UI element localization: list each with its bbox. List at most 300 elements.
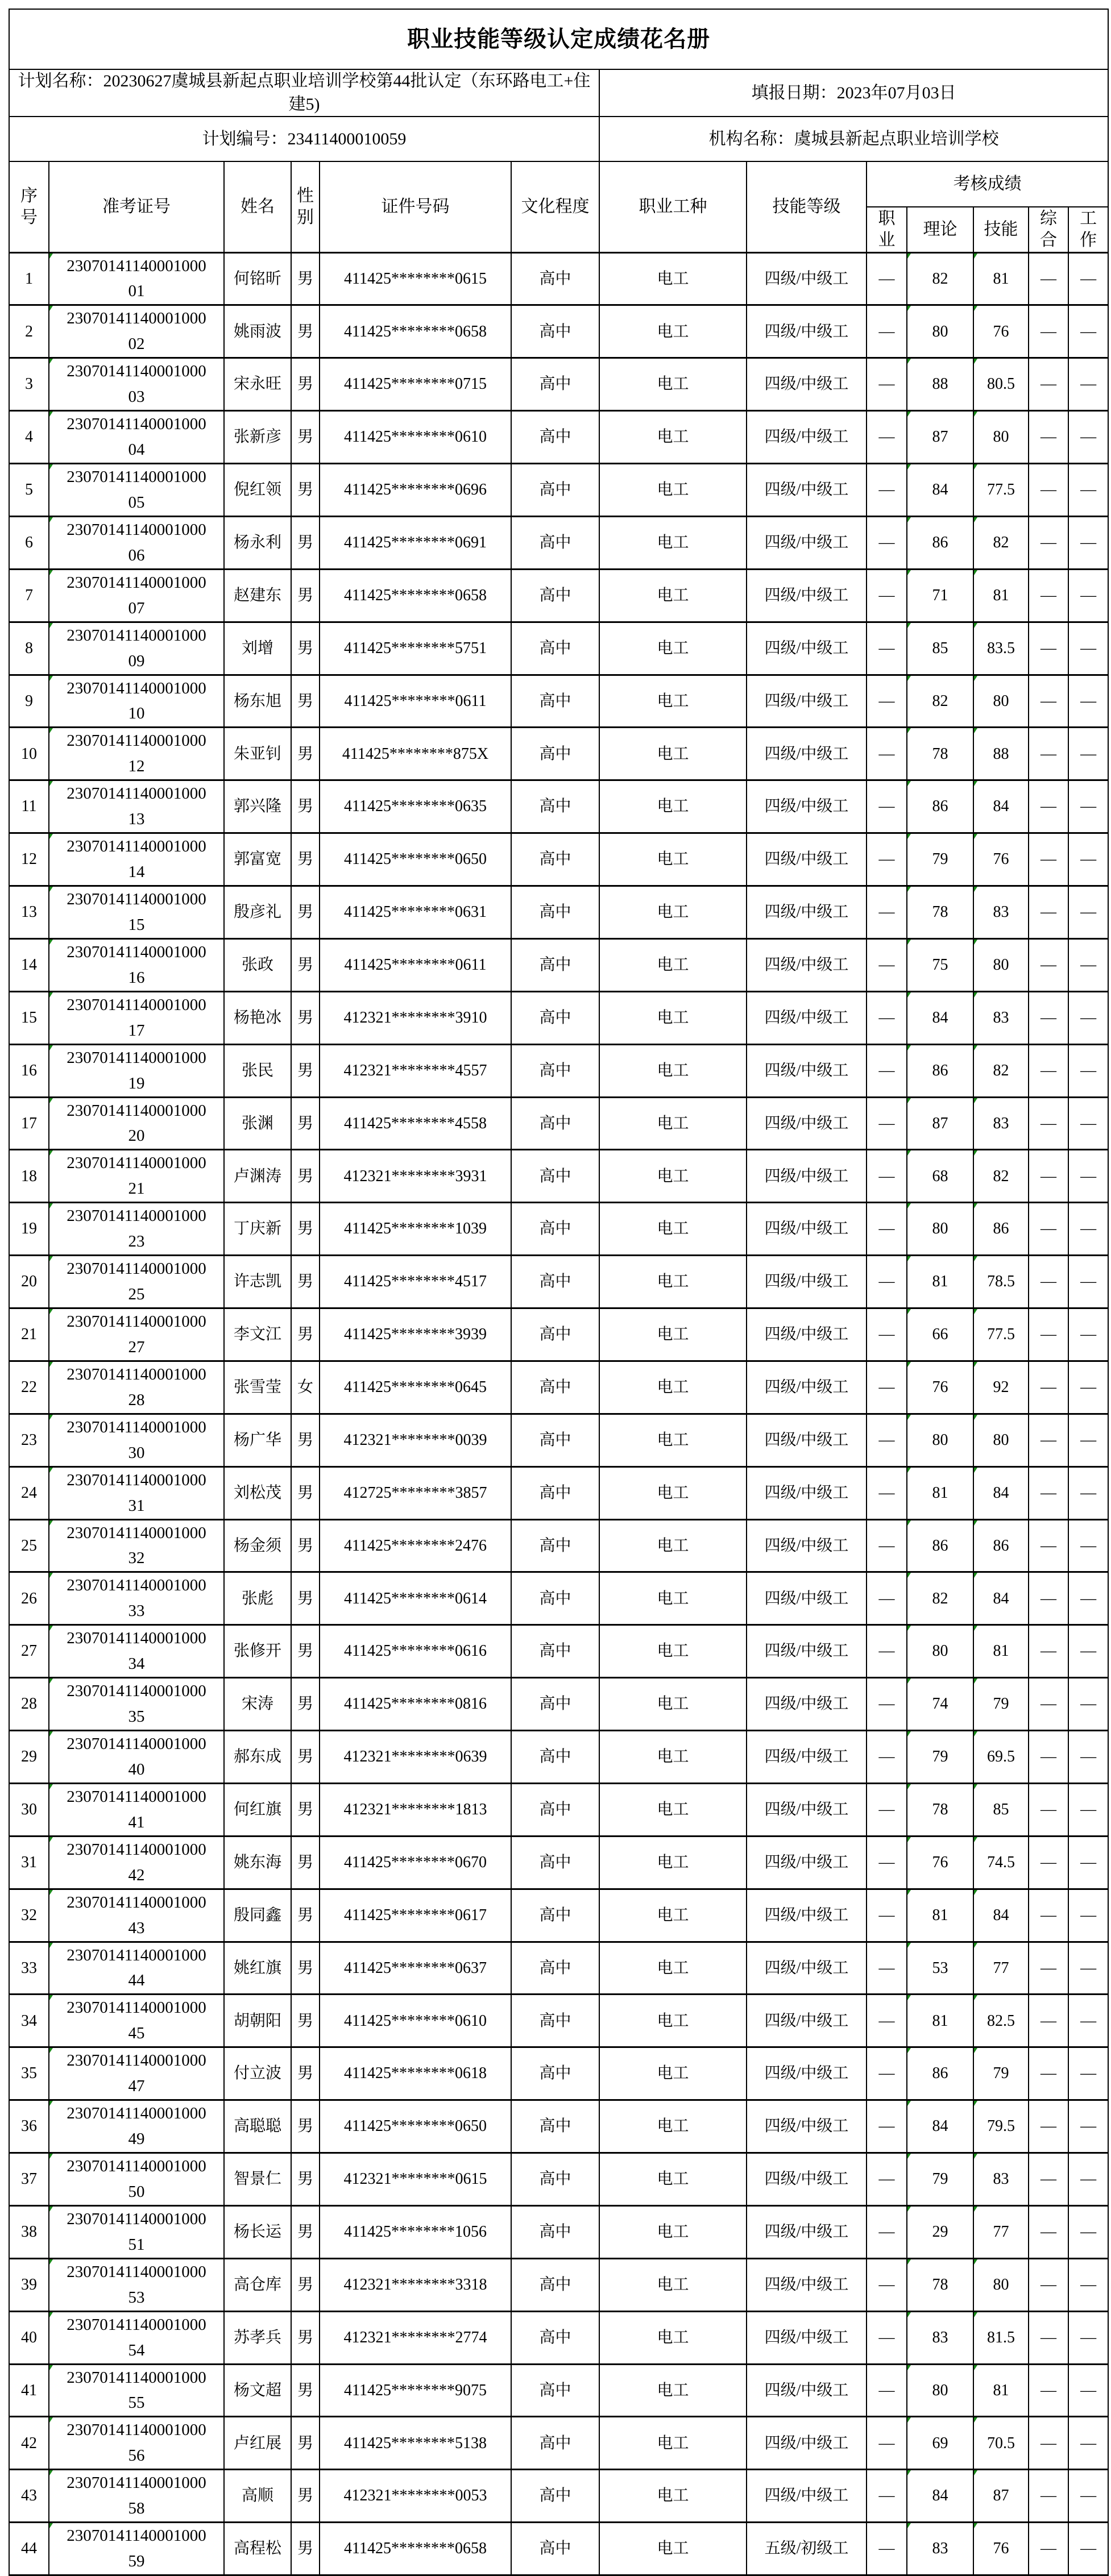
table-row bbox=[9, 622, 1108, 675]
row-score-comprehensive: — bbox=[1029, 1256, 1068, 1308]
row-score-theory: 87 bbox=[907, 1097, 973, 1150]
row-occupation: 电工 bbox=[599, 1044, 747, 1097]
row-occupation: 电工 bbox=[599, 1836, 747, 1889]
row-score-theory: 80 bbox=[907, 1625, 973, 1678]
row-occupation: 电工 bbox=[599, 675, 747, 728]
row-score-work: — bbox=[1068, 252, 1108, 305]
row-score-theory: 83 bbox=[907, 2311, 973, 2364]
row-education: 高中 bbox=[511, 2205, 599, 2258]
row-occupation: 电工 bbox=[599, 2311, 747, 2364]
header-gender: 性别 bbox=[291, 161, 320, 252]
row-education: 高中 bbox=[511, 252, 599, 305]
row-name: 赵建东 bbox=[224, 569, 291, 622]
row-name: 殷彦礼 bbox=[224, 886, 291, 939]
row-occupation: 电工 bbox=[599, 1150, 747, 1203]
row-occupation: 电工 bbox=[599, 1414, 747, 1466]
row-seq: 21 bbox=[9, 1308, 49, 1361]
table-row bbox=[9, 2417, 1108, 2470]
row-education: 高中 bbox=[511, 1731, 599, 1784]
row-score-skill: 83 bbox=[973, 1097, 1029, 1150]
row-score-skill: 77 bbox=[973, 1942, 1029, 1995]
row-score-skill: 70.5 bbox=[973, 2417, 1029, 2470]
row-name: 姚东海 bbox=[224, 1836, 291, 1889]
row-score-work: — bbox=[1068, 1203, 1108, 1256]
row-seq: 1 bbox=[9, 252, 49, 305]
row-education: 高中 bbox=[511, 411, 599, 464]
row-id-number: 411425********875X bbox=[320, 728, 511, 780]
table-row bbox=[9, 1519, 1108, 1572]
row-score-skill: 80.5 bbox=[973, 358, 1029, 411]
row-education: 高中 bbox=[511, 886, 599, 939]
row-exam-id: 2307014114000100006 bbox=[49, 516, 224, 569]
row-score-work: — bbox=[1068, 1256, 1108, 1308]
row-skill-level: 四级/中级工 bbox=[747, 1995, 867, 2047]
row-score-professional: — bbox=[867, 1361, 907, 1414]
row-exam-id: 2307014114000100019 bbox=[49, 1044, 224, 1097]
row-seq: 41 bbox=[9, 2364, 49, 2417]
row-exam-id: 2307014114000100053 bbox=[49, 2258, 224, 2311]
row-seq: 19 bbox=[9, 1203, 49, 1256]
row-gender: 男 bbox=[291, 1889, 320, 1942]
row-score-skill: 84 bbox=[973, 1572, 1029, 1625]
row-score-professional: — bbox=[867, 1414, 907, 1466]
table-row bbox=[9, 252, 1108, 305]
row-occupation: 电工 bbox=[599, 2258, 747, 2311]
table-row bbox=[9, 2100, 1108, 2153]
table-row bbox=[9, 1678, 1108, 1731]
row-exam-id: 2307014114000100040 bbox=[49, 1731, 224, 1784]
plan-number: 计划编号：23411400010059 bbox=[9, 117, 599, 161]
row-exam-id: 2307014114000100025 bbox=[49, 1256, 224, 1308]
row-seq: 37 bbox=[9, 2153, 49, 2206]
table-row bbox=[9, 1731, 1108, 1784]
row-skill-level: 四级/中级工 bbox=[747, 516, 867, 569]
row-score-professional: — bbox=[867, 305, 907, 358]
row-score-theory: 69 bbox=[907, 2417, 973, 2470]
row-seq: 27 bbox=[9, 1625, 49, 1678]
row-seq: 20 bbox=[9, 1256, 49, 1308]
row-score-comprehensive: — bbox=[1029, 305, 1068, 358]
row-gender: 男 bbox=[291, 1942, 320, 1995]
row-gender: 男 bbox=[291, 1572, 320, 1625]
row-score-comprehensive: — bbox=[1029, 1519, 1068, 1572]
row-exam-id: 2307014114000100002 bbox=[49, 305, 224, 358]
row-education: 高中 bbox=[511, 2258, 599, 2311]
row-id-number: 412321********0039 bbox=[320, 1414, 511, 1466]
row-education: 高中 bbox=[511, 1414, 599, 1466]
row-score-theory: 71 bbox=[907, 569, 973, 622]
row-exam-id: 2307014114000100013 bbox=[49, 780, 224, 833]
row-score-comprehensive: — bbox=[1029, 938, 1068, 991]
row-occupation: 电工 bbox=[599, 2205, 747, 2258]
row-occupation: 电工 bbox=[599, 411, 747, 464]
row-id-number: 411425********0670 bbox=[320, 1836, 511, 1889]
row-name: 杨长运 bbox=[224, 2205, 291, 2258]
row-score-comprehensive: — bbox=[1029, 2364, 1068, 2417]
row-exam-id: 2307014114000100043 bbox=[49, 1889, 224, 1942]
row-score-theory: 80 bbox=[907, 1414, 973, 1466]
row-score-theory: 81 bbox=[907, 1995, 973, 2047]
row-score-skill: 82 bbox=[973, 1044, 1029, 1097]
row-score-comprehensive: — bbox=[1029, 2047, 1068, 2100]
header-score-skill: 技能 bbox=[973, 207, 1029, 252]
row-score-skill: 77.5 bbox=[973, 1308, 1029, 1361]
row-exam-id: 2307014114000100054 bbox=[49, 2311, 224, 2364]
row-occupation: 电工 bbox=[599, 1466, 747, 1519]
row-score-theory: 79 bbox=[907, 833, 973, 886]
row-gender: 男 bbox=[291, 1414, 320, 1466]
row-score-skill: 83 bbox=[973, 2153, 1029, 2206]
row-education: 高中 bbox=[511, 1995, 599, 2047]
row-score-work: — bbox=[1068, 2311, 1108, 2364]
row-score-comprehensive: — bbox=[1029, 2523, 1068, 2575]
row-id-number: 411425********0816 bbox=[320, 1678, 511, 1731]
row-gender: 男 bbox=[291, 1625, 320, 1678]
row-seq: 8 bbox=[9, 622, 49, 675]
row-score-skill: 77 bbox=[973, 2205, 1029, 2258]
row-score-skill: 83 bbox=[973, 886, 1029, 939]
row-exam-id: 2307014114000100027 bbox=[49, 1308, 224, 1361]
row-name: 刘增 bbox=[224, 622, 291, 675]
row-score-comprehensive: — bbox=[1029, 622, 1068, 675]
row-seq: 13 bbox=[9, 886, 49, 939]
row-score-skill: 76 bbox=[973, 833, 1029, 886]
row-score-skill: 80 bbox=[973, 411, 1029, 464]
row-id-number: 412321********0053 bbox=[320, 2470, 511, 2523]
row-skill-level: 四级/中级工 bbox=[747, 1783, 867, 1836]
row-skill-level: 四级/中级工 bbox=[747, 411, 867, 464]
row-score-work: — bbox=[1068, 938, 1108, 991]
table-row bbox=[9, 1889, 1108, 1942]
row-score-work: — bbox=[1068, 886, 1108, 939]
row-score-comprehensive: — bbox=[1029, 728, 1068, 780]
row-score-theory: 84 bbox=[907, 991, 973, 1044]
row-education: 高中 bbox=[511, 2364, 599, 2417]
row-score-professional: — bbox=[867, 1466, 907, 1519]
row-exam-id: 2307014114000100056 bbox=[49, 2417, 224, 2470]
row-score-professional: — bbox=[867, 358, 907, 411]
row-seq: 11 bbox=[9, 780, 49, 833]
row-name: 张修开 bbox=[224, 1625, 291, 1678]
row-skill-level: 四级/中级工 bbox=[747, 2417, 867, 2470]
row-score-comprehensive: — bbox=[1029, 1942, 1068, 1995]
row-score-professional: — bbox=[867, 2364, 907, 2417]
row-seq: 5 bbox=[9, 464, 49, 517]
row-score-theory: 68 bbox=[907, 1150, 973, 1203]
row-score-comprehensive: — bbox=[1029, 1361, 1068, 1414]
row-occupation: 电工 bbox=[599, 516, 747, 569]
table-row bbox=[9, 1836, 1108, 1889]
row-occupation: 电工 bbox=[599, 1731, 747, 1784]
row-seq: 29 bbox=[9, 1731, 49, 1784]
row-id-number: 411425********0658 bbox=[320, 305, 511, 358]
row-skill-level: 四级/中级工 bbox=[747, 1150, 867, 1203]
table-row bbox=[9, 1044, 1108, 1097]
row-score-professional: — bbox=[867, 2258, 907, 2311]
row-score-theory: 76 bbox=[907, 1361, 973, 1414]
row-gender: 男 bbox=[291, 569, 320, 622]
row-seq: 44 bbox=[9, 2523, 49, 2575]
row-skill-level: 四级/中级工 bbox=[747, 305, 867, 358]
row-seq: 24 bbox=[9, 1466, 49, 1519]
row-id-number: 411425********4517 bbox=[320, 1256, 511, 1308]
row-score-comprehensive: — bbox=[1029, 1678, 1068, 1731]
row-name: 郝东成 bbox=[224, 1731, 291, 1784]
row-gender: 男 bbox=[291, 305, 320, 358]
row-exam-id: 2307014114000100059 bbox=[49, 2523, 224, 2575]
row-skill-level: 四级/中级工 bbox=[747, 2311, 867, 2364]
row-education: 高中 bbox=[511, 1519, 599, 1572]
row-score-comprehensive: — bbox=[1029, 1414, 1068, 1466]
table-row bbox=[9, 2153, 1108, 2206]
header-occupation: 职业工种 bbox=[599, 161, 747, 252]
row-score-skill: 82 bbox=[973, 1150, 1029, 1203]
row-exam-id: 2307014114000100021 bbox=[49, 1150, 224, 1203]
row-seq: 15 bbox=[9, 991, 49, 1044]
row-seq: 4 bbox=[9, 411, 49, 464]
row-score-professional: — bbox=[867, 569, 907, 622]
row-skill-level: 四级/中级工 bbox=[747, 2258, 867, 2311]
row-score-work: — bbox=[1068, 1836, 1108, 1889]
row-score-professional: — bbox=[867, 516, 907, 569]
row-gender: 男 bbox=[291, 1678, 320, 1731]
row-score-work: — bbox=[1068, 728, 1108, 780]
table-row bbox=[9, 1995, 1108, 2047]
row-name: 苏孝兵 bbox=[224, 2311, 291, 2364]
row-score-work: — bbox=[1068, 1097, 1108, 1150]
header-seq: 序号 bbox=[9, 161, 49, 252]
row-score-professional: — bbox=[867, 938, 907, 991]
row-occupation: 电工 bbox=[599, 2153, 747, 2206]
row-skill-level: 四级/中级工 bbox=[747, 1836, 867, 1889]
row-education: 高中 bbox=[511, 516, 599, 569]
row-score-work: — bbox=[1068, 1414, 1108, 1466]
row-score-work: — bbox=[1068, 2205, 1108, 2258]
row-seq: 32 bbox=[9, 1889, 49, 1942]
row-exam-id: 2307014114000100050 bbox=[49, 2153, 224, 2206]
row-score-professional: — bbox=[867, 780, 907, 833]
row-name: 郭富宽 bbox=[224, 833, 291, 886]
row-name: 高程松 bbox=[224, 2523, 291, 2575]
row-id-number: 412321********3318 bbox=[320, 2258, 511, 2311]
row-score-theory: 84 bbox=[907, 2100, 973, 2153]
row-name: 杨永利 bbox=[224, 516, 291, 569]
row-gender: 男 bbox=[291, 728, 320, 780]
row-exam-id: 2307014114000100012 bbox=[49, 728, 224, 780]
row-score-comprehensive: — bbox=[1029, 2417, 1068, 2470]
row-skill-level: 四级/中级工 bbox=[747, 1097, 867, 1150]
row-occupation: 电工 bbox=[599, 1995, 747, 2047]
row-score-work: — bbox=[1068, 1572, 1108, 1625]
row-seq: 17 bbox=[9, 1097, 49, 1150]
row-score-work: — bbox=[1068, 2364, 1108, 2417]
row-id-number: 411425********3939 bbox=[320, 1308, 511, 1361]
row-education: 高中 bbox=[511, 2047, 599, 2100]
row-occupation: 电工 bbox=[599, 2470, 747, 2523]
row-exam-id: 2307014114000100016 bbox=[49, 938, 224, 991]
row-occupation: 电工 bbox=[599, 2417, 747, 2470]
row-score-professional: — bbox=[867, 886, 907, 939]
row-name: 李文江 bbox=[224, 1308, 291, 1361]
row-score-theory: 80 bbox=[907, 1203, 973, 1256]
row-score-professional: — bbox=[867, 1731, 907, 1784]
row-exam-id: 2307014114000100028 bbox=[49, 1361, 224, 1414]
row-education: 高中 bbox=[511, 675, 599, 728]
row-gender: 男 bbox=[291, 2364, 320, 2417]
row-education: 高中 bbox=[511, 1942, 599, 1995]
plan-name: 计划名称：20230627虞城县新起点职业培训学校第44批认定（东环路电工+住建5) bbox=[9, 69, 599, 117]
row-score-skill: 69.5 bbox=[973, 1731, 1029, 1784]
row-score-skill: 84 bbox=[973, 1466, 1029, 1519]
row-exam-id: 2307014114000100047 bbox=[49, 2047, 224, 2100]
row-score-theory: 53 bbox=[907, 1942, 973, 1995]
row-score-work: — bbox=[1068, 2258, 1108, 2311]
row-score-professional: — bbox=[867, 2153, 907, 2206]
row-name: 张雪莹 bbox=[224, 1361, 291, 1414]
table-row bbox=[9, 886, 1108, 939]
row-id-number: 411425********0611 bbox=[320, 675, 511, 728]
row-skill-level: 四级/中级工 bbox=[747, 2100, 867, 2153]
row-score-comprehensive: — bbox=[1029, 569, 1068, 622]
row-score-work: — bbox=[1068, 1889, 1108, 1942]
row-skill-level: 四级/中级工 bbox=[747, 728, 867, 780]
row-name: 倪红领 bbox=[224, 464, 291, 517]
row-score-comprehensive: — bbox=[1029, 780, 1068, 833]
row-id-number: 411425********0618 bbox=[320, 2047, 511, 2100]
row-skill-level: 四级/中级工 bbox=[747, 833, 867, 886]
row-score-professional: — bbox=[867, 2100, 907, 2153]
row-score-skill: 79.5 bbox=[973, 2100, 1029, 2153]
row-score-professional: — bbox=[867, 2417, 907, 2470]
row-gender: 男 bbox=[291, 1836, 320, 1889]
row-score-theory: 78 bbox=[907, 1783, 973, 1836]
row-education: 高中 bbox=[511, 622, 599, 675]
row-exam-id: 2307014114000100030 bbox=[49, 1414, 224, 1466]
row-score-professional: — bbox=[867, 833, 907, 886]
row-score-work: — bbox=[1068, 2153, 1108, 2206]
row-seq: 35 bbox=[9, 2047, 49, 2100]
row-seq: 31 bbox=[9, 1836, 49, 1889]
row-id-number: 411425********9075 bbox=[320, 2364, 511, 2417]
row-gender: 男 bbox=[291, 675, 320, 728]
row-score-comprehensive: — bbox=[1029, 252, 1068, 305]
row-score-theory: 82 bbox=[907, 675, 973, 728]
row-occupation: 电工 bbox=[599, 1572, 747, 1625]
table-row bbox=[9, 2364, 1108, 2417]
row-score-comprehensive: — bbox=[1029, 1572, 1068, 1625]
row-education: 高中 bbox=[511, 2417, 599, 2470]
row-score-theory: 82 bbox=[907, 252, 973, 305]
row-exam-id: 2307014114000100009 bbox=[49, 622, 224, 675]
row-id-number: 411425********0631 bbox=[320, 886, 511, 939]
row-score-professional: — bbox=[867, 1308, 907, 1361]
row-occupation: 电工 bbox=[599, 886, 747, 939]
row-score-theory: 81 bbox=[907, 1256, 973, 1308]
row-name: 卢渊涛 bbox=[224, 1150, 291, 1203]
row-score-work: — bbox=[1068, 2470, 1108, 2523]
row-name: 刘松茂 bbox=[224, 1466, 291, 1519]
row-occupation: 电工 bbox=[599, 1889, 747, 1942]
row-seq: 40 bbox=[9, 2311, 49, 2364]
row-skill-level: 四级/中级工 bbox=[747, 1889, 867, 1942]
row-score-theory: 79 bbox=[907, 2153, 973, 2206]
row-gender: 男 bbox=[291, 1783, 320, 1836]
row-score-comprehensive: — bbox=[1029, 516, 1068, 569]
row-skill-level: 四级/中级工 bbox=[747, 464, 867, 517]
roster-table bbox=[9, 9, 1109, 2576]
table-row bbox=[9, 1203, 1108, 1256]
row-score-professional: — bbox=[867, 1995, 907, 2047]
row-gender: 男 bbox=[291, 2470, 320, 2523]
table-row bbox=[9, 938, 1108, 991]
row-score-comprehensive: — bbox=[1029, 2258, 1068, 2311]
table-row bbox=[9, 305, 1108, 358]
row-name: 张渊 bbox=[224, 1097, 291, 1150]
row-id-number: 412321********0639 bbox=[320, 1731, 511, 1784]
row-score-professional: — bbox=[867, 1836, 907, 1889]
row-score-comprehensive: — bbox=[1029, 2205, 1068, 2258]
table-row bbox=[9, 2311, 1108, 2364]
row-score-theory: 76 bbox=[907, 1836, 973, 1889]
row-score-skill: 86 bbox=[973, 1519, 1029, 1572]
row-skill-level: 四级/中级工 bbox=[747, 1625, 867, 1678]
row-score-work: — bbox=[1068, 833, 1108, 886]
row-exam-id: 2307014114000100045 bbox=[49, 1995, 224, 2047]
row-exam-id: 2307014114000100041 bbox=[49, 1783, 224, 1836]
row-occupation: 电工 bbox=[599, 569, 747, 622]
table-row bbox=[9, 358, 1108, 411]
row-score-theory: 86 bbox=[907, 780, 973, 833]
row-score-work: — bbox=[1068, 1731, 1108, 1784]
row-exam-id: 2307014114000100044 bbox=[49, 1942, 224, 1995]
row-occupation: 电工 bbox=[599, 1783, 747, 1836]
row-occupation: 电工 bbox=[599, 1308, 747, 1361]
row-gender: 男 bbox=[291, 833, 320, 886]
row-score-professional: — bbox=[867, 1889, 907, 1942]
row-gender: 男 bbox=[291, 938, 320, 991]
header-id-number: 证件号码 bbox=[320, 161, 511, 252]
row-gender: 男 bbox=[291, 2100, 320, 2153]
row-skill-level: 五级/初级工 bbox=[747, 2523, 867, 2575]
row-name: 高仓库 bbox=[224, 2258, 291, 2311]
row-name: 卢红展 bbox=[224, 2417, 291, 2470]
table-row bbox=[9, 1942, 1108, 1995]
row-seq: 23 bbox=[9, 1414, 49, 1466]
row-occupation: 电工 bbox=[599, 1942, 747, 1995]
row-id-number: 411425********0610 bbox=[320, 411, 511, 464]
row-gender: 男 bbox=[291, 1256, 320, 1308]
header-score-professional: 职业 bbox=[867, 207, 907, 252]
row-score-comprehensive: — bbox=[1029, 1836, 1068, 1889]
row-score-skill: 86 bbox=[973, 1203, 1029, 1256]
row-skill-level: 四级/中级工 bbox=[747, 2047, 867, 2100]
row-score-work: — bbox=[1068, 622, 1108, 675]
row-score-theory: 81 bbox=[907, 1466, 973, 1519]
row-education: 高中 bbox=[511, 991, 599, 1044]
row-score-professional: — bbox=[867, 2205, 907, 2258]
row-occupation: 电工 bbox=[599, 1625, 747, 1678]
row-id-number: 411425********0635 bbox=[320, 780, 511, 833]
row-name: 杨东旭 bbox=[224, 675, 291, 728]
row-occupation: 电工 bbox=[599, 1256, 747, 1308]
row-score-comprehensive: — bbox=[1029, 1044, 1068, 1097]
row-name: 张彪 bbox=[224, 1572, 291, 1625]
row-score-professional: — bbox=[867, 991, 907, 1044]
row-score-skill: 85 bbox=[973, 1783, 1029, 1836]
row-occupation: 电工 bbox=[599, 780, 747, 833]
row-education: 高中 bbox=[511, 2311, 599, 2364]
row-score-theory: 81 bbox=[907, 1889, 973, 1942]
